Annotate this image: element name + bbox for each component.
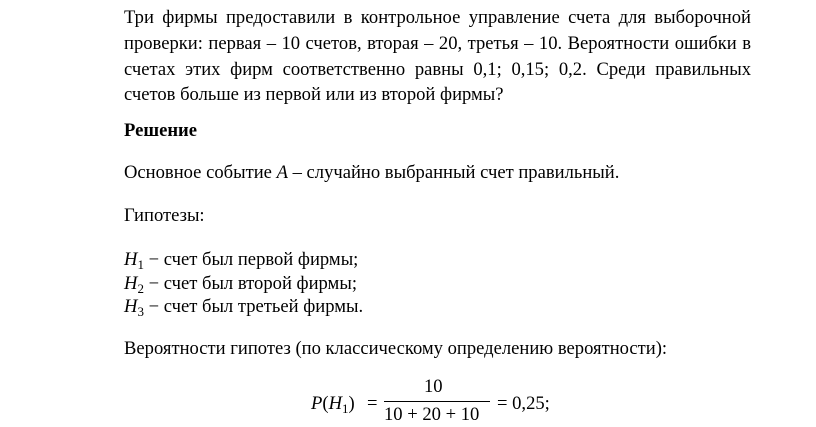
hypothesis-index: 2 <box>137 281 144 296</box>
hypothesis-text: − счет был второй фирмы; <box>143 273 357 294</box>
event-prefix: Основное событие <box>124 162 277 183</box>
hypothesis-index: 3 <box>137 304 144 319</box>
formula-equals: = <box>367 393 378 414</box>
problem-line-4: счетов больше из первой или из второй фирмы? <box>124 84 504 105</box>
solution-heading: Решение <box>124 120 197 141</box>
hypothesis-text: − счет был третьей фирмы. <box>143 296 364 317</box>
formula-open-paren: ( <box>322 393 329 414</box>
formula-result: = 0,25; <box>497 393 550 414</box>
hypothesis-1 <box>124 249 358 271</box>
hypothesis-symbol: H <box>124 249 138 270</box>
formula-close-paren: ) <box>348 393 355 414</box>
hypothesis-text: − счет был первой фирмы; <box>143 249 359 270</box>
hypothesis-symbol: H <box>124 273 138 294</box>
problem-line-2: проверки: первая – 10 счетов, вторая – 20, третья – 10. Вероятности ошибки в <box>124 33 751 54</box>
event-suffix: – случайно выбранный счет правильный. <box>287 162 620 183</box>
formula-lhs <box>311 393 355 415</box>
hypothesis-2 <box>124 273 357 295</box>
formula-numerator: 10 <box>424 376 443 397</box>
hypothesis-symbol: H <box>124 296 138 317</box>
event-definition <box>124 162 619 184</box>
formula-denominator: 10 + 20 + 10 <box>384 404 480 425</box>
hypotheses-heading: Гипотезы: <box>124 205 205 226</box>
problem-line-3: счетах этих фирм соответственно равны 0,1; 0,15; 0,2. Среди правильных <box>124 59 751 80</box>
event-symbol: A <box>276 162 288 183</box>
formula-p: P <box>311 393 323 414</box>
formula-h-index: 1 <box>342 401 349 416</box>
probabilities-heading: Вероятности гипотез (по классическому определению вероятности): <box>124 338 668 359</box>
formula-h: H <box>328 393 342 414</box>
problem-line-1: Три фирмы предоставили в контрольное управление счета для выборочной <box>124 7 751 28</box>
fraction-bar <box>384 401 490 402</box>
hypothesis-3 <box>124 296 363 318</box>
hypothesis-index: 1 <box>137 257 144 272</box>
